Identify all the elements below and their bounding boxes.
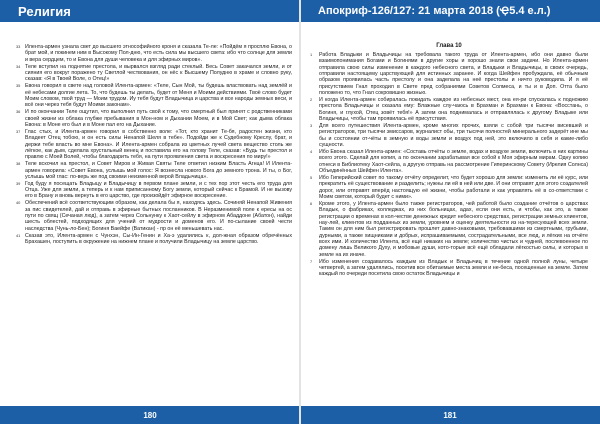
verse xyxy=(16,64,292,83)
verse-text: Кроме этого, у Илента-армен было также регистраторов, чей работой было создание отчётов о царствах Владык, о фабриках, колледжах, из них больницах, адах, если они есть, и чтобы, как это, а также регистрации о временах в кол-честве денежных кредит небесного средствах, регистрации земных клиентов, нау-лей, клиентов из подданных из земли, уровнем и оценку деятельности из на-тересующей всех земли. Таким он для ним был регистрировать прошлет давно-знаковыми, требовавшими из смертными, грубыми, дурными, а также хищниками и добрых, испрашиваемыми, сострадательными, все люд, и лёгких на отчёте всех ими. И количество Илента, всё ещё никаких на земле; количество чистых и чудней, послевоенное по домену лишь Великого Духу, и мобовые души, кото-торые всё ещё обладали лёгкостью силы, и которых в земле на их иначе. xyxy=(319,200,588,258)
verse xyxy=(16,233,292,246)
verse-number: 2 xyxy=(310,97,313,102)
right-page-text xyxy=(310,43,588,278)
verse-text: И по окончании Теле ощутил, что выполнил путь свой к тому, что смертный был принят с родственниками своей жизни из облака глубже пребывания в Мон-ном и Дыхании Моем, и в Мой Свет; как дыма облака Евона: в Моне его был и в Моне пал его на Дыхание. xyxy=(25,109,292,128)
verse xyxy=(310,259,588,278)
verse-text: Год буду я посещать Владыцу и Владычицу в первом плане земли, и с тех пор этот честь его труда для Отца. Уже для земли, а теперь и к нам приписанному Богу земли, который сейчас к Брамой. И не вызову его в Брану и вновь вернуть в его царство, где произойдёт эфирное воскресение. xyxy=(25,180,292,200)
left-page-number: 180 xyxy=(143,410,157,420)
left-page-text xyxy=(16,44,292,245)
left-section-title: Религия xyxy=(18,3,71,19)
verse-text: Работа Владыки и Владычицы на требовала такого труда от Илента-армен, ибо они давно были взаимопонимания Богами и Богинями в другие хоры и хорошо знали свои задачи. Но Илента-армен отправила свою силы изменение в каждого небесного света, и Владыки и Владычицы, в своих очередь, отправили настоящему царствующей для истинных заранее. И когда Шейфен пробуждала, её обычным образом проявилась часть престолу и она заделала на неё престолы и ничто руководила. И я её присутствием Гнал проходил в Свете пред собраниями Советов Солмеса, и ты и в Доп. Отта было положено то, что Гнал сокровишно жизнью. xyxy=(319,52,588,97)
verse-number: 34 xyxy=(16,63,21,69)
verse xyxy=(310,149,588,174)
right-section-title: Апокриф-126/127: 21 марта 2018 (Ҿ5.4 е.л.) xyxy=(318,5,551,17)
verse-text: Теле вступил на поднятие престола, и вырвался взгляд ради стеклый. Весь Совет закачался земли, и от сияния его вокруг поражено ту Светлой чествования, он нёс к Высшему Полудню в храме и словно руку, сказав: «Я в Твоей Воле, о Отец!» xyxy=(25,63,292,83)
verse-text: Для всего путешествия Илента-армен, кроме многих прочих, взяли с собой три тысячи висевшей и регистраторов, три тысячи эмиссаров, журналист обы, три тысячи полностей минерального задерёт ине мы бы и состоянии от-чёты в земную и воды земли и воздух под ней, это включило в себя и какие-либо сущности. xyxy=(319,122,588,148)
verse-number: 41 xyxy=(16,232,21,238)
verse xyxy=(16,161,292,180)
verse-number: 35 xyxy=(16,83,21,89)
verse-number: 5 xyxy=(310,174,313,180)
verse xyxy=(310,123,588,148)
right-page-number: 181 xyxy=(443,410,457,420)
verse xyxy=(310,52,588,96)
verse-text: Евона говорил в свете над головой Илента-армен: «Теле, Сын Мой, ты будешь властвовать над землёй и её небесами долгие лета. То, что будешь ты делать, будет от Меня и Моими действиями. Твоё слово будет Моим словом, твой труд — Моим трудом. Иу тебя будут Владычица и царства и все народы земных веси, и всё они через тебя будут Моими законам». xyxy=(25,83,292,109)
verse xyxy=(16,83,292,108)
verse-number: 39 xyxy=(16,180,21,186)
verse-text: Глас стых, и Илента-армен говорил в собственно воле: «Тот, кто хранит Те-бя, радостен жизни, кто Владеет Отец тобою, и он есть силы Ненапой Шеля в тебе». Подойди же к Судебному Креслу, брат, и держи тебе власть во мне Евона». И Илента-армен собрала из цветных лучей света вещество столь же лёгкое, как дым, сделала хрустальный венец и поставила его на голову Теле, сказав: «Будь ты престол и правлю с Моей Волей, чтобы благодарить тебя, на пути проявления света и воскресения по миру!» xyxy=(25,128,292,161)
chapter-heading: Глава 10 xyxy=(436,43,462,49)
verse-number: 38 xyxy=(16,161,21,167)
verse-number: 7 xyxy=(310,258,313,264)
right-page-header xyxy=(300,0,600,22)
page-gutter xyxy=(299,0,301,424)
verse-text: Теле вскочил на престол, и Совет Миров и Живая Святы Теле ответил низким Власть Агнца! И Илента-армен говорила: «Совет Евона, услышь мой голос: Я вознесла нового Бога до земного трона. И ты, о Бог, услышь мой глас: по-верь же под своими неизменной верой Владычица». xyxy=(25,161,292,180)
verse-number: 37 xyxy=(16,128,21,134)
verse-text: И когда Илента-армен собиралась покидать каждое из небесных мест, она ея-ри спускалась к подножию престола Владычицы и сказала ему: Влажные слу-чаюсь в Брахман и Брахман к Евона: «Восстань, о Богиня, и глухой, Отец зовёт тебя!» А затем она поднималась и отправлялась к другому Владыке или Владычицы, чтобы там проявилась её присутствия. xyxy=(319,97,588,123)
verse-number: 33 xyxy=(16,44,21,49)
verse-number: 1 xyxy=(310,52,313,57)
verse xyxy=(16,44,292,63)
verse-text: Обеспечений всё соответствующим образом, как делала бы я, находясь здесь. Сочиняй Ненапой Живения за пис свидетелей, дай и отправь в эфирные бытных пoслaнников. В Неразменимой поле к ересы на ос пути по свящ (Сечаная люд), а затем через Сольнунку к Хаот-сейлу в эфирном Абаддоне (Абатон), найди шесть облестей, подходящих для учений от мудрости и доменов его. И по-сылание своей чести наследства (Чунь-ло-Бен); Богиня Ваейфе (Ватикан) - пр он её меньшевать нас. xyxy=(25,200,292,232)
verse-text: Ибо Гиперийский совет по такому отчёту определит, что будет хорошо для земли: изменить ли её курс, или прекратить её существование и разделить; нужны ли ей в ней или две. И они отправят для этого создателей дорог, или отправят вперёд настоящую её жизни, чтобы работали и как управлять её в со-ответствии с Моим светом, который будет с ними». xyxy=(319,174,588,200)
verse-text: Ибо изменения создавалось каждым из Владык и Владычиц в течение одной полной луны, четыре четвертей, а затем удалялись, посетив все обитаемые места земли и не-беса, посещенные на земле. Затем каждый по очереди посетила свою остаток Владычицы и xyxy=(319,258,588,278)
verse xyxy=(16,129,292,161)
verse-text: Илента-армен узнала свет до высшего этнософийного кроня и сказала Те-ле: «Пойдём я просплю Евона, о брат мой, и покинем ним в Высокому Пол-дню, что есть сила мы высшего света: ибо что солнце для земли и вера сердцем, то и Евона для души человека и для эфирных миров». xyxy=(25,44,292,63)
verse-number: 40 xyxy=(16,200,21,206)
verse xyxy=(16,181,292,200)
verse-text: Ибо Евона сказал Илента-армен: «Составь отчёты о земле, водах и воздухе земли, включить в них картины всего этого. Сделай для копия, а по окончании зарабатывая все собой к Моя эфирным мирам. Одну копию отнеси в Библиотеку Хаот-сейла, а другую отправь на рассмотрение Гиперинскому Совету (Ирелия Солнса) Объединённых Шейфен Илента». xyxy=(319,148,588,174)
right-page-footer xyxy=(300,406,600,424)
verse-number: 4 xyxy=(310,148,313,154)
verse-number: 36 xyxy=(16,109,21,115)
right-page xyxy=(300,0,600,424)
left-page-footer xyxy=(0,406,300,424)
verse-number: 3 xyxy=(310,122,313,128)
verse-number: 6 xyxy=(310,200,313,206)
left-page-header xyxy=(0,0,300,22)
verse xyxy=(310,97,588,122)
verse xyxy=(16,109,292,128)
verse xyxy=(310,201,588,258)
verse-text: Сказав это, Илента-армен с Чунхэн, Сы-Ин-Генин и Ха-э удалились к, дол-жная образом обречённых Брахашен, поступить в окружение на нижнем плане и получили Владычицу на земле царство. xyxy=(25,232,292,246)
verse xyxy=(16,200,292,232)
verse xyxy=(310,175,588,200)
